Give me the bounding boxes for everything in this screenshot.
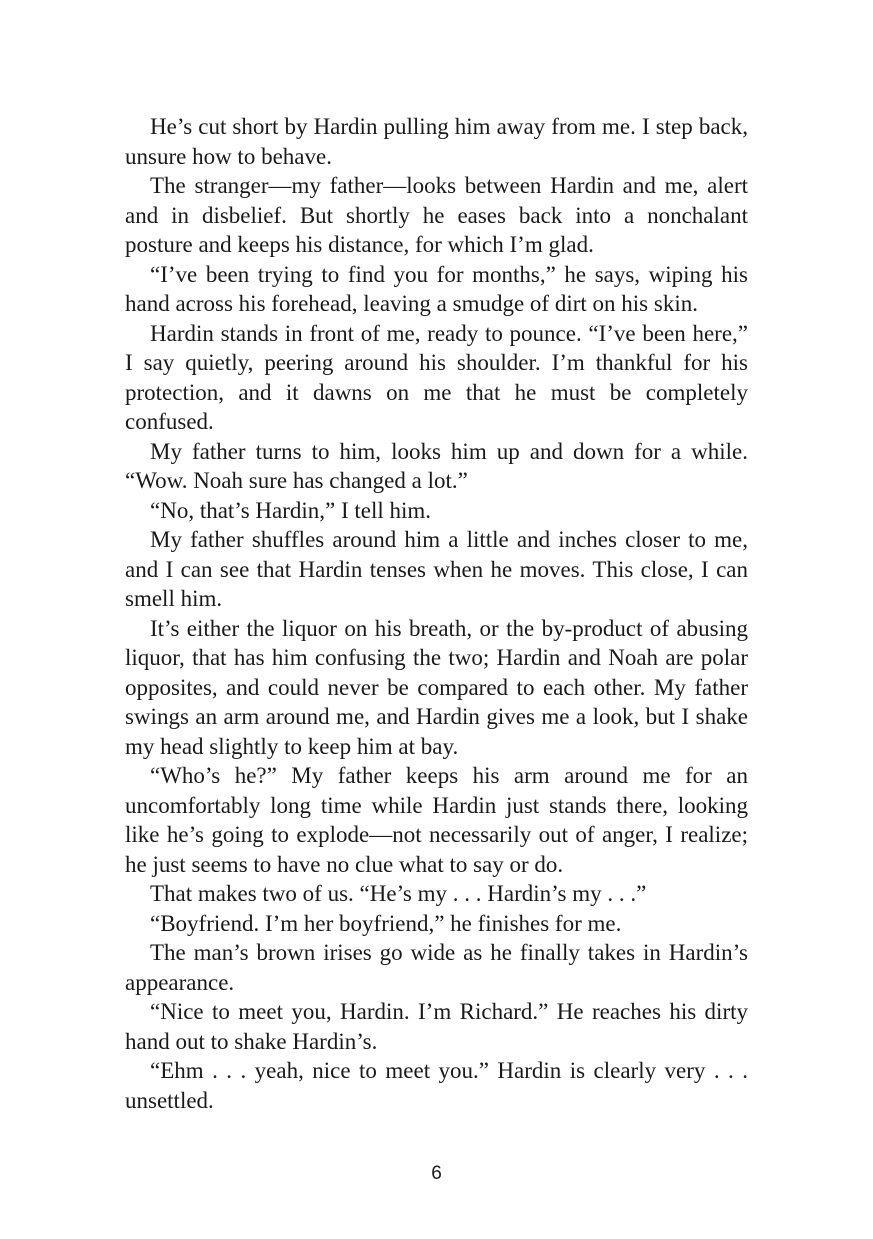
paragraph: “Ehm . . . yeah, nice to meet you.” Hardin is clearly very . . . unsettled. [125,1058,748,1113]
paragraph: “Boyfriend. I’m her boyfriend,” he finishes for me. [150,910,622,936]
paragraph: “Nice to meet you, Hardin. I’m Richard.” He reaches his dirty hand out to shake Hardin’s. [125,999,748,1054]
paragraph: That makes two of us. “He’s my . . . Hardin’s my . . .” [150,881,647,906]
body-text [125,112,748,1115]
paragraph: “I’ve been trying to find you for months,” he says, wiping his hand across his forehead, leaving a smudge of dirt on his skin. [125,261,748,316]
paragraph: It’s either the liquor on his breath, or the by-product of abusing liquor, that has him confusing the two; Hardin and Noah are polar opposites, and could never be compared to each other. My father swings an arm around me, and Hardin gives me a look, but I shake my head slightly to keep him at bay. [125,615,748,759]
paragraph: Hardin stands in front of me, ready to pounce. “I’ve been here,” I say quietly, peering around his shoulder. I’m thankful for his protection, and it dawns on me that he must be completely confused. [125,320,748,434]
paragraph: The stranger—my father—looks between Hardin and me, alert and in disbelief. But shortly he eases back into a nonchalant posture and keeps his distance, for which I’m glad. [125,173,748,257]
paragraph: “No, that’s Hardin,” I tell him. [150,497,432,523]
page-number: 6 [431,1163,442,1184]
paragraph: My father shuffles around him a little and inches closer to me, and I can see that Hardin tenses when he moves. This close, I can smell him. [125,527,748,611]
paragraph: The man’s brown irises go wide as he finally takes in Hardin’s appearance. [125,940,748,995]
paragraph: He’s cut short by Hardin pulling him away from me. I step back, unsure how to behave. [125,114,748,169]
paragraph: “Who’s he?” My father keeps his arm around me for an uncomfortably long time while Hardin just stands there, looking like he’s going to explode—not necessarily out of anger, I realize; he just seems to have no clue what to say or do. [125,763,748,877]
paragraph: My father turns to him, looks him up and down for a while. “Wow. Noah sure has changed a lot.” [125,438,748,493]
